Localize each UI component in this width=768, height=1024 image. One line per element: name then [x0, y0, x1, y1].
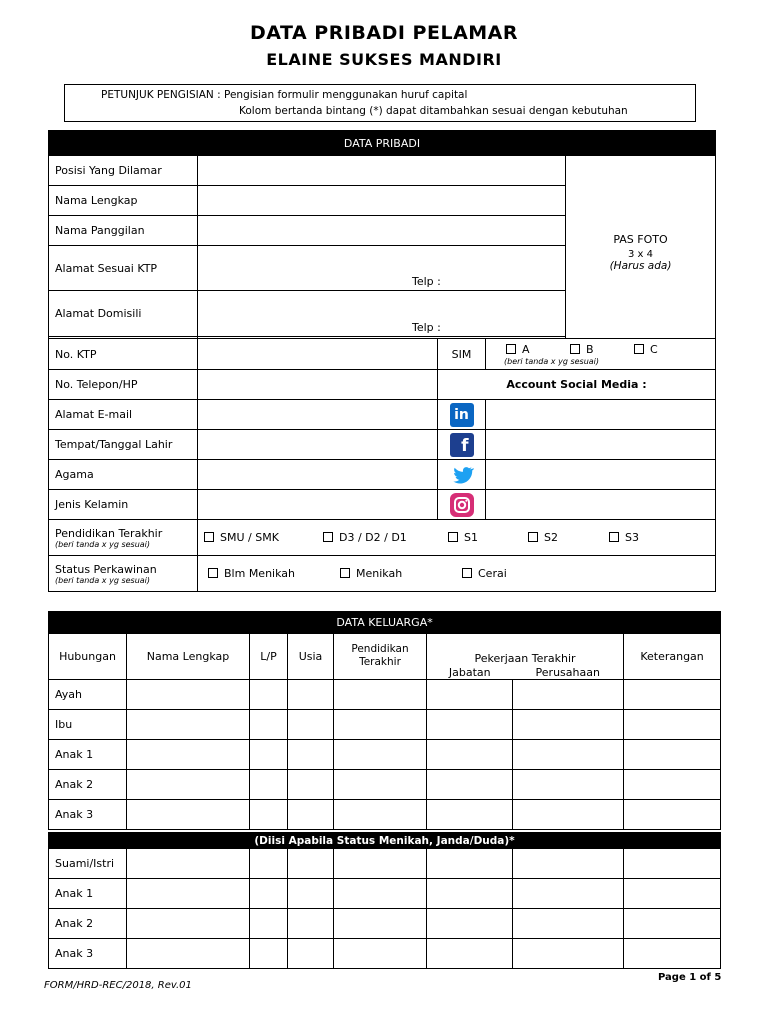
input-linkedin[interactable] — [486, 400, 716, 430]
family-input-cell[interactable] — [624, 769, 721, 799]
spouse-input-cell[interactable] — [334, 939, 427, 969]
family-input-cell[interactable] — [334, 769, 427, 799]
personal-section-title: DATA PRIBADI — [49, 131, 716, 156]
input-alamat-domisili[interactable] — [198, 291, 566, 337]
marital-options — [198, 556, 716, 592]
family-input-cell[interactable] — [513, 799, 624, 829]
spouse-section-title: (Diisi Apabila Status Menikah, Janda/Duda)* — [49, 833, 721, 849]
spouse-input-cell[interactable] — [334, 849, 427, 879]
family-input-cell[interactable] — [127, 769, 250, 799]
edu-option-s1[interactable] — [448, 531, 478, 544]
family-input-cell[interactable] — [250, 769, 288, 799]
table-row — [49, 769, 721, 799]
spouse-input-cell[interactable] — [624, 939, 721, 969]
table-row — [49, 939, 721, 969]
input-posisi[interactable] — [198, 156, 566, 186]
family-input-cell[interactable] — [334, 799, 427, 829]
edu-s3-label: S3 — [625, 531, 639, 544]
family-rows — [49, 679, 721, 829]
photo-size: 3 x 4 — [628, 248, 653, 260]
family-input-cell[interactable] — [250, 739, 288, 769]
family-input-cell[interactable] — [334, 739, 427, 769]
marital-belum-label: Blm Menikah — [224, 567, 295, 580]
input-facebook[interactable] — [486, 430, 716, 460]
telp-label-ktp: Telp : — [412, 275, 441, 288]
spouse-input-cell[interactable] — [513, 879, 624, 909]
company-name: ELAINE SUKSES MANDIRI — [266, 50, 502, 69]
spouse-input-cell[interactable] — [127, 849, 250, 879]
col-usia: Usia — [288, 634, 334, 680]
family-input-cell[interactable] — [427, 679, 513, 709]
edu-option-s2[interactable] — [528, 531, 558, 544]
sim-option-a[interactable] — [506, 343, 530, 356]
family-input-cell[interactable] — [513, 679, 624, 709]
family-input-cell[interactable] — [127, 739, 250, 769]
family-header-row — [49, 612, 721, 634]
pendidikan-note: (beri tanda x yg sesuai) — [55, 539, 151, 549]
family-relation-label: Ibu — [49, 709, 127, 739]
checkbox-s1[interactable] — [448, 532, 458, 542]
input-alamat-ktp[interactable] — [198, 246, 566, 291]
label-ktp: No. KTP — [49, 339, 198, 370]
table-row — [49, 799, 721, 829]
instruction-text-1: : Pengisian formulir menggunakan huruf capital — [217, 89, 468, 101]
spouse-input-cell[interactable] — [427, 939, 513, 969]
row-agama — [49, 460, 716, 490]
spouse-input-cell[interactable] — [513, 909, 624, 939]
spouse-input-cell[interactable] — [427, 849, 513, 879]
checkbox-s3[interactable] — [609, 532, 619, 542]
spouse-input-cell[interactable] — [624, 879, 721, 909]
twitter-icon — [450, 463, 474, 487]
instruction-line-1 — [101, 89, 467, 101]
row-kelamin — [49, 490, 716, 520]
family-relation-label: Anak 2 — [49, 769, 127, 799]
input-kelamin[interactable] — [198, 490, 438, 520]
family-input-cell[interactable] — [288, 739, 334, 769]
label-status — [49, 556, 198, 592]
instagram-camera-shape — [450, 493, 474, 517]
table-row — [49, 849, 721, 879]
family-relation-label: Ayah — [49, 679, 127, 709]
checkbox-sim-b[interactable] — [570, 344, 580, 354]
edu-s1-label: S1 — [464, 531, 478, 544]
family-input-cell[interactable] — [624, 739, 721, 769]
family-input-cell[interactable] — [127, 799, 250, 829]
marital-option-cerai[interactable] — [462, 567, 507, 580]
spouse-relation-label: Anak 3 — [49, 939, 127, 969]
photo-box[interactable] — [566, 156, 716, 339]
sim-c-label: C — [650, 343, 658, 356]
input-ttl[interactable] — [198, 430, 438, 460]
label-alamat-domisili: Alamat Domisili — [49, 291, 198, 337]
input-instagram[interactable] — [486, 490, 716, 520]
marital-cerai-label: Cerai — [478, 567, 507, 580]
input-twitter[interactable] — [486, 460, 716, 490]
family-input-cell[interactable] — [513, 709, 624, 739]
checkbox-s2[interactable] — [528, 532, 538, 542]
spouse-input-cell[interactable] — [127, 909, 250, 939]
spouse-input-cell[interactable] — [127, 939, 250, 969]
row-posisi — [49, 156, 716, 186]
family-input-cell[interactable] — [288, 799, 334, 829]
sim-b-label: B — [586, 343, 594, 356]
instruction-text-2: Kolom bertanda bintang (*) dapat ditambahkan sesuai dengan kebutuhan — [239, 105, 628, 117]
photo-label: PAS FOTO — [613, 232, 668, 246]
family-input-cell[interactable] — [288, 769, 334, 799]
instruction-box — [64, 84, 696, 122]
sim-option-b[interactable] — [570, 343, 594, 356]
label-nama: Nama Lengkap — [49, 186, 198, 216]
spouse-input-cell[interactable] — [250, 939, 288, 969]
family-input-cell[interactable] — [427, 709, 513, 739]
table-row — [49, 879, 721, 909]
checkbox-cerai[interactable] — [462, 568, 472, 578]
label-ttl: Tempat/Tanggal Lahir — [49, 430, 198, 460]
spouse-input-cell[interactable] — [427, 879, 513, 909]
sim-a-label: A — [522, 343, 530, 356]
sim-options — [486, 339, 716, 370]
family-input-cell[interactable] — [427, 769, 513, 799]
table-row — [49, 679, 721, 709]
family-columns-row — [49, 634, 721, 666]
input-ktp[interactable] — [198, 339, 438, 370]
edu-smu-label: SMU / SMK — [220, 531, 279, 544]
input-agama[interactable] — [198, 460, 438, 490]
family-input-cell[interactable] — [624, 709, 721, 739]
spouse-input-cell[interactable] — [513, 849, 624, 879]
input-email[interactable] — [198, 400, 438, 430]
checkbox-smu[interactable] — [204, 532, 214, 542]
form-title: DATA PRIBADI PELAMAR — [249, 22, 519, 44]
family-input-cell[interactable] — [288, 709, 334, 739]
family-input-cell[interactable] — [288, 679, 334, 709]
education-options — [198, 520, 716, 556]
family-input-cell[interactable] — [513, 739, 624, 769]
spouse-table — [48, 832, 721, 969]
marital-option-menikah[interactable] — [340, 567, 402, 580]
spouse-input-cell[interactable] — [288, 849, 334, 879]
sim-note: (beri tanda x yg sesuai) — [504, 357, 600, 366]
family-relation-label: Anak 3 — [49, 799, 127, 829]
col-lp: L/P — [250, 634, 288, 680]
label-kelamin: Jenis Kelamin — [49, 490, 198, 520]
label-pendidikan — [49, 520, 198, 556]
spouse-input-cell[interactable] — [127, 879, 250, 909]
telp-label-domisili: Telp : — [412, 321, 441, 334]
instagram-cell — [438, 490, 486, 520]
family-input-cell[interactable] — [624, 799, 721, 829]
spouse-relation-label: Anak 1 — [49, 879, 127, 909]
checkbox-diploma[interactable] — [323, 532, 333, 542]
spouse-rows — [49, 849, 721, 969]
table-row — [49, 709, 721, 739]
edu-option-s3[interactable] — [609, 531, 639, 544]
page-number: Page 1 of 5 — [658, 972, 722, 983]
col-keterangan: Keterangan — [624, 634, 721, 680]
sim-option-c[interactable] — [634, 343, 658, 356]
personal-header-row — [49, 131, 716, 156]
instruction-label: PETUNJUK PENGISIAN — [101, 89, 214, 101]
row-pendidikan — [49, 520, 716, 556]
twitter-cell — [438, 460, 486, 490]
edu-diploma-label: D3 / D2 / D1 — [339, 531, 407, 544]
family-input-cell[interactable] — [250, 799, 288, 829]
family-input-cell[interactable] — [334, 679, 427, 709]
checkbox-belum-menikah[interactable] — [208, 568, 218, 578]
checkbox-sim-c[interactable] — [634, 344, 644, 354]
label-telepon: No. Telepon/HP — [49, 370, 198, 400]
spouse-relation-label: Anak 2 — [49, 909, 127, 939]
spouse-input-cell[interactable] — [334, 879, 427, 909]
pendidikan-label-text: Pendidikan Terakhir — [55, 526, 163, 540]
edu-option-diploma[interactable] — [323, 531, 407, 544]
edu-option-smu[interactable] — [204, 531, 279, 544]
label-alamat-ktp: Alamat Sesuai KTP — [49, 246, 198, 291]
family-input-cell[interactable] — [250, 709, 288, 739]
family-input-cell[interactable] — [513, 769, 624, 799]
spouse-header-row — [49, 833, 721, 849]
input-nama[interactable] — [198, 186, 566, 216]
photo-note: (Harus ada) — [609, 259, 672, 272]
family-input-cell[interactable] — [127, 709, 250, 739]
family-section-title: DATA KELUARGA* — [49, 612, 721, 634]
checkbox-menikah[interactable] — [340, 568, 350, 578]
family-input-cell[interactable] — [427, 739, 513, 769]
spouse-input-cell[interactable] — [288, 879, 334, 909]
linkedin-cell — [438, 400, 486, 430]
row-telepon — [49, 370, 716, 400]
personal-data-table — [48, 130, 716, 592]
spouse-input-cell[interactable] — [624, 909, 721, 939]
family-input-cell[interactable] — [334, 709, 427, 739]
status-label-text: Status Perkawinan — [55, 562, 157, 576]
row-ktp-sim — [49, 339, 716, 370]
spouse-input-cell[interactable] — [513, 939, 624, 969]
status-note: (beri tanda x yg sesuai) — [55, 575, 151, 585]
family-relation-label: Anak 1 — [49, 739, 127, 769]
marital-option-belum[interactable] — [208, 567, 295, 580]
row-status — [49, 556, 716, 592]
spouse-input-cell[interactable] — [334, 909, 427, 939]
spouse-input-cell[interactable] — [624, 849, 721, 879]
spouse-input-cell[interactable] — [250, 879, 288, 909]
spouse-input-cell[interactable] — [288, 909, 334, 939]
input-telepon[interactable] — [198, 370, 438, 400]
label-sim: SIM — [438, 339, 486, 370]
social-media-label: Account Social Media : — [438, 370, 716, 400]
col-pekerjaan: Pekerjaan Terakhir — [427, 634, 624, 666]
family-input-cell[interactable] — [127, 679, 250, 709]
row-ttl — [49, 430, 716, 460]
family-table — [48, 611, 721, 830]
linkedin-icon: in — [450, 403, 474, 427]
col-nama: Nama Lengkap — [127, 634, 250, 680]
spouse-input-cell[interactable] — [427, 909, 513, 939]
label-agama: Agama — [49, 460, 198, 490]
spouse-input-cell[interactable] — [250, 909, 288, 939]
row-email — [49, 400, 716, 430]
label-email: Alamat E-mail — [49, 400, 198, 430]
label-posisi: Posisi Yang Dilamar — [49, 156, 198, 186]
family-input-cell[interactable] — [427, 799, 513, 829]
col-perusahaan: Perusahaan — [513, 666, 624, 680]
spouse-relation-label: Suami/Istri — [49, 849, 127, 879]
family-input-cell[interactable] — [624, 679, 721, 709]
instagram-icon — [450, 493, 474, 517]
label-panggilan: Nama Panggilan — [49, 216, 198, 246]
table-row — [49, 909, 721, 939]
col-pendidikan: Pendidikan Terakhir — [334, 634, 427, 680]
form-code: FORM/HRD-REC/2018, Rev.01 — [44, 980, 192, 991]
marital-menikah-label: Menikah — [356, 567, 403, 580]
facebook-icon: f — [450, 433, 474, 457]
spouse-input-cell[interactable] — [250, 849, 288, 879]
family-input-cell[interactable] — [250, 679, 288, 709]
spouse-input-cell[interactable] — [288, 939, 334, 969]
checkbox-sim-a[interactable] — [506, 344, 516, 354]
edu-s2-label: S2 — [544, 531, 558, 544]
table-row — [49, 739, 721, 769]
col-hubungan: Hubungan — [49, 634, 127, 680]
twitter-bird-shape — [450, 463, 474, 487]
input-panggilan[interactable] — [198, 216, 566, 246]
col-jabatan: Jabatan — [427, 666, 513, 680]
facebook-cell — [438, 430, 486, 460]
